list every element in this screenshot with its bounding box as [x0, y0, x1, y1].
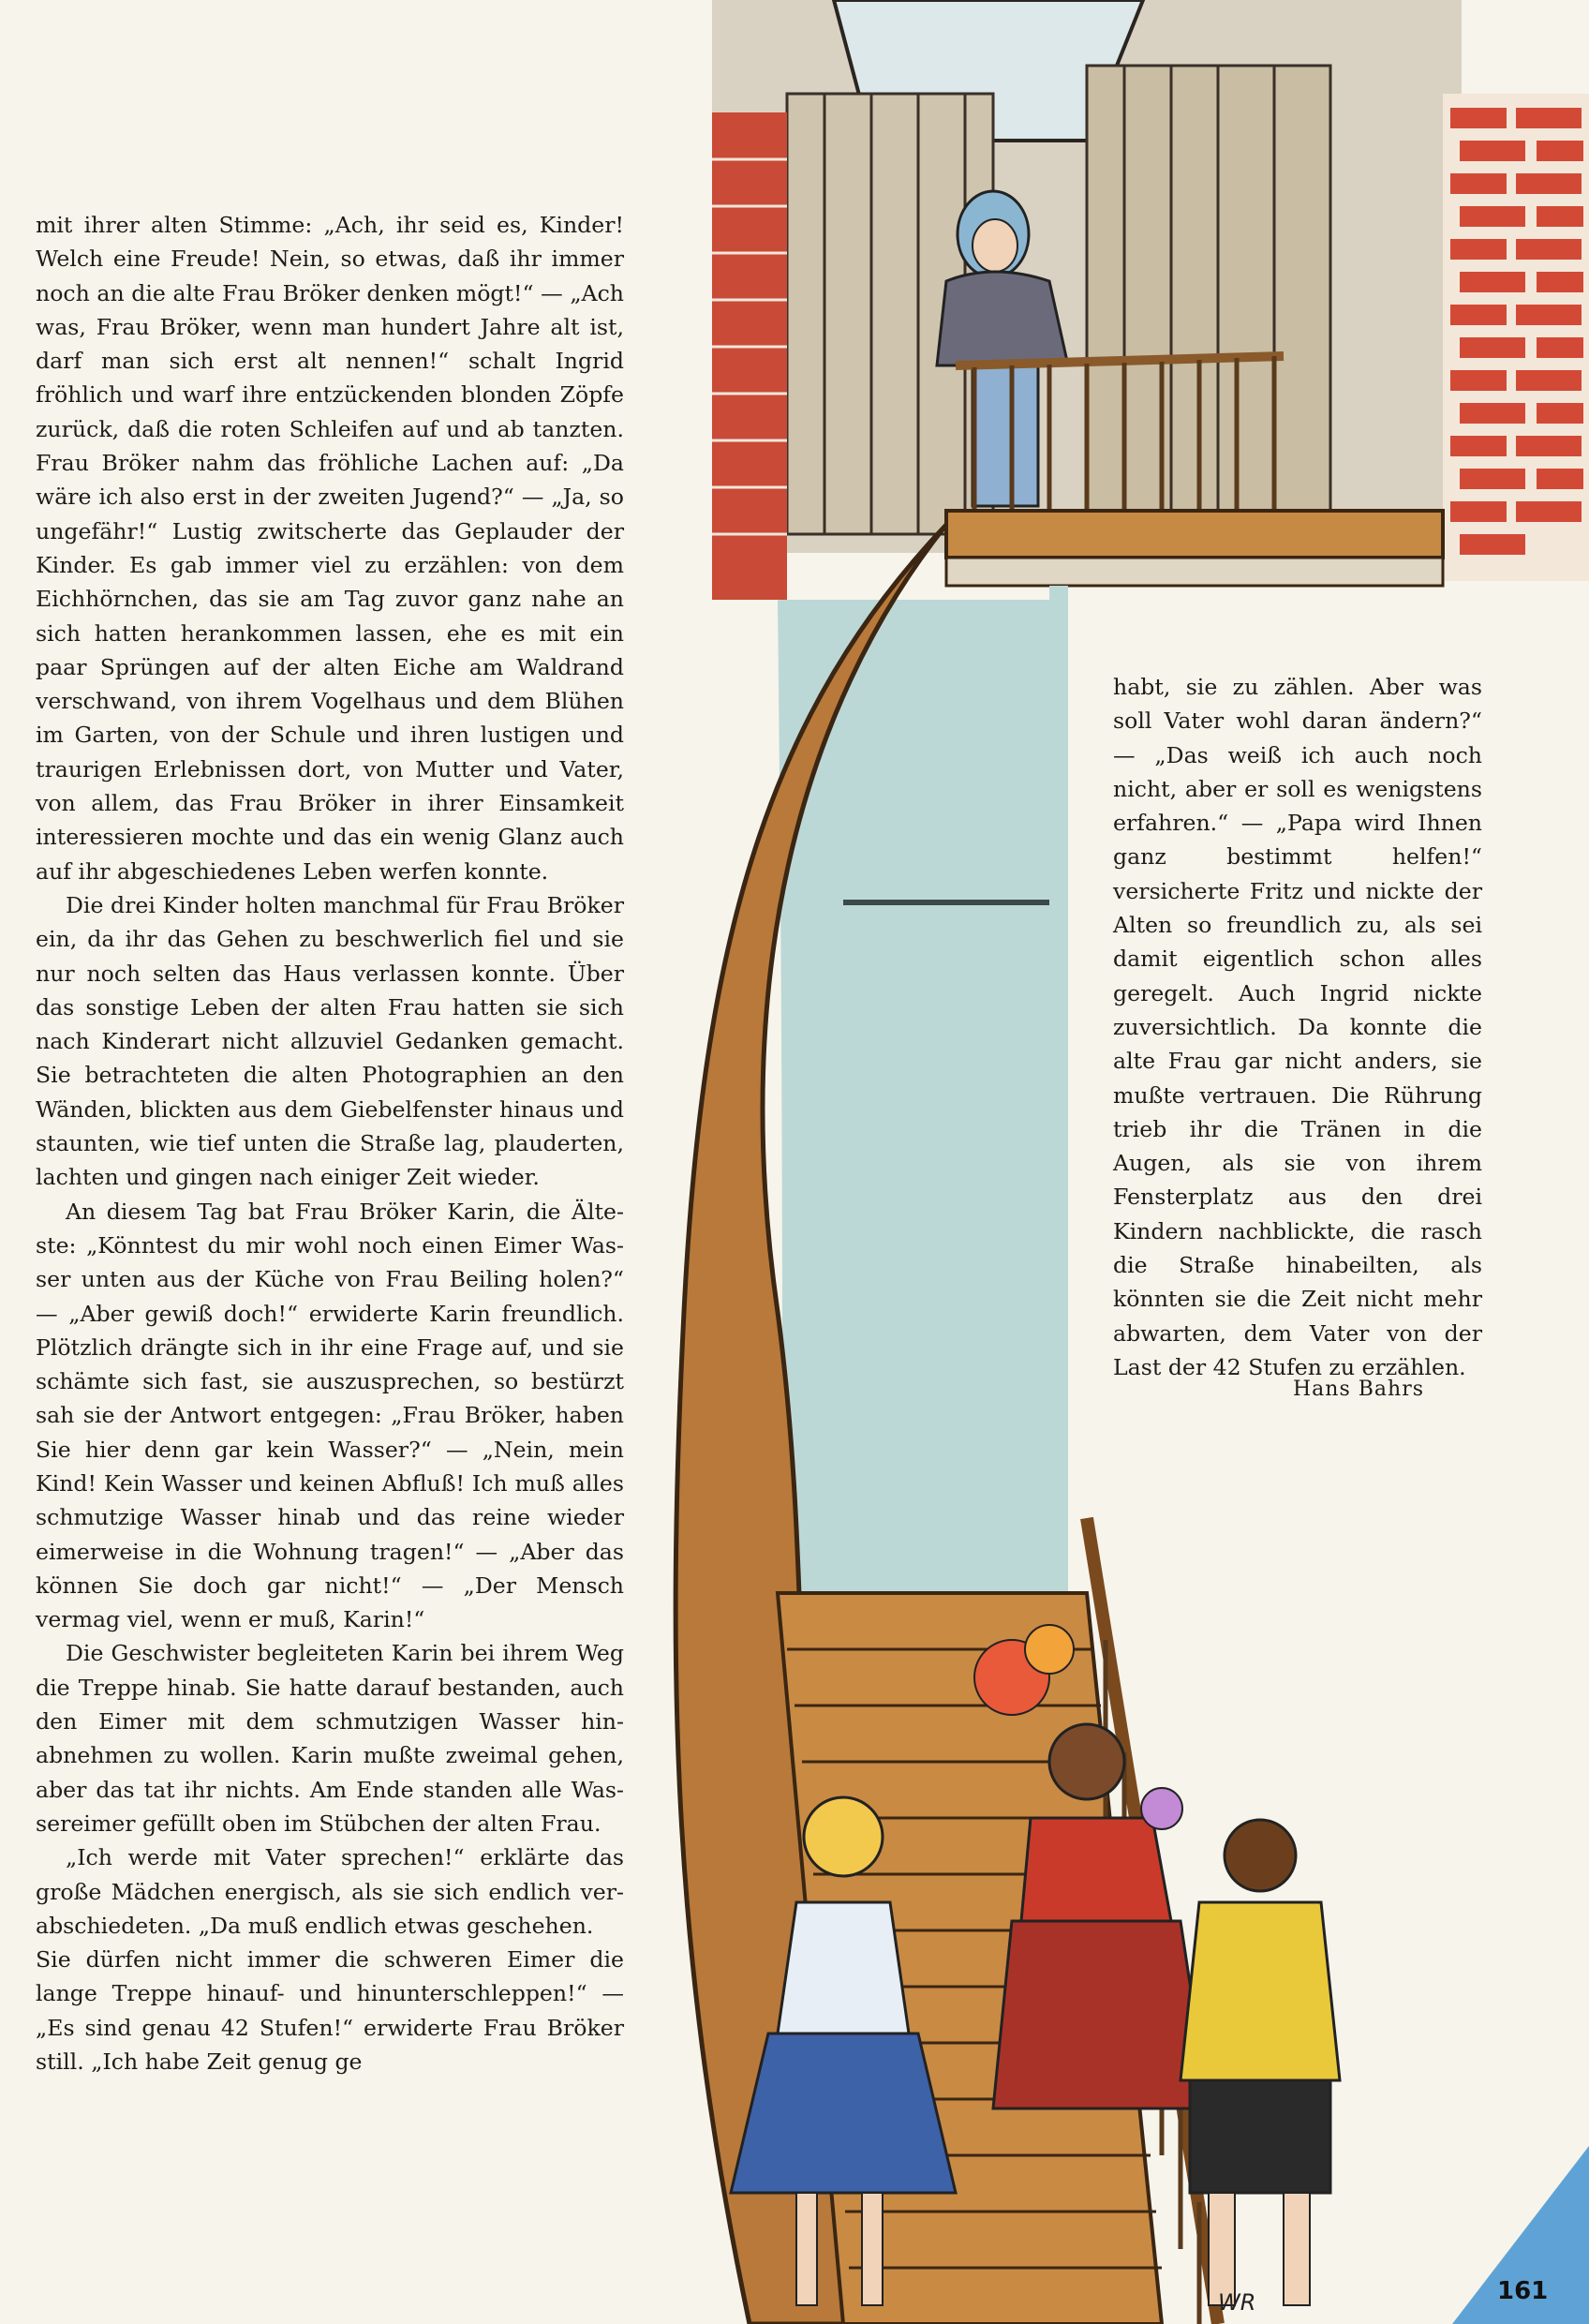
right-text-column	[1113, 670, 1482, 1384]
paragraph-3: An diesem Tag bat Frau Bröker Karin, die Älteste: „Könntest du mir wohl noch einen Eimer Wasser unten aus der Küche von Frau Beiling holen?“ — „Aber gewiß doch!“ erwiderte Karin freundlich. Plötzlich drängte sich in ihr eine Frage auf, und sie schämte sich fast, sie auszusprechen, so bestürzt sah sie der Antwort entgegen: „Frau Bröker, haben Sie hier denn gar kein Wasser?“ — „Nein, mein Kind! Kein Wasser und keinen Abfluß! Ich muß alles schmutzige Wasser hinab und das reine wieder eimerweise in die Wohnung tragen!“ — „Aber das können Sie doch gar nicht!“ — „Der Mensch vermag viel, wenn er muß, Karin!“	[36, 1198, 624, 1633]
landing-floor	[946, 511, 1443, 558]
landing-underside	[946, 558, 1443, 586]
author-name: Hans Bahrs	[1293, 1378, 1425, 1401]
illustrator-signature: WR	[1218, 2289, 1256, 2316]
wall-panel	[843, 900, 1049, 905]
page-number: 161	[1497, 2277, 1549, 2305]
paragraph-4: Die Geschwister begleiteten Karin bei ihrem Weg die Treppe hinab. Sie hatte darauf bestanden, auch den Eimer mit dem schmutzigen Wasser hinabnehmen zu wollen. Karin mußte zweimal gehen, aber das tat ihr nichts. Am Ende standen alle Wassereimer gefüllt oben im Stübchen der alten Frau.	[36, 1640, 624, 1837]
paragraph-5-continued: Sie dürfen nicht immer die schweren Eimer die lange Treppe hinauf- und hinunterschleppen!“ — „Es sind genau 42 Stufen!“ erwiderte Frau Bröker still. „Ich habe Zeit genug ge	[36, 1946, 624, 2076]
left-text-column	[36, 208, 624, 2078]
paragraph-continuation: habt, sie zu zählen. Aber was soll Vater wohl daran ändern?“ — „Das weiß ich auch noch nicht, aber er soll es wenigstens erfahren.“ — „Papa wird Ihnen ganz bestimmt helfen!“ versicherte Fritz und nickte der Alten so freundlich zu, als sei damit eigentlich schon alles geregelt. Auch Ingrid nickte zuversichtlich. Da konnte die alte Frau gar nicht anders, sie mußte vertrauen. Die Rührung trieb ihr die Tränen in die Augen, als sie von ihrem Fensterplatz aus den drei Kindern nachblickte, die rasch die Straße hinabeilten, als könnten sie die Zeit nicht mehr abwarten, dem Vater von der Last der 42 Stufen zu erzählen.	[1113, 674, 1482, 1380]
paragraph-5: „Ich werde mit Vater sprechen!“ erklärte das große Mädchen energisch, als sie sich endlich verabschiedeten. „Da muß endlich etwas geschehen.	[36, 1844, 624, 1939]
paragraph-2: Die drei Kinder holten manchmal für Frau Bröker ein, da ihr das Gehen zu beschwerlich fiel und sie nur noch selten das Haus verlassen konnte. Über das sonstige Leben der alten Frau hatten sie sich nach Kinderart nicht allzuviel Gedanken gemacht. Sie betrachteten die alten Photographien an den Wänden, blickten aus dem Giebelfenster hinaus und staunten, wie tief unten die Straße lag, plauderten, lachten und gingen nach einiger Zeit wieder.	[36, 891, 624, 1191]
brick-wall-left	[712, 112, 787, 600]
paragraph-1: mit ihrer alten Stimme: „Ach, ihr seid es, Kinder! Welch eine Freude! Nein, so etwas, daß ihr immer noch an die alte Frau Bröker denken mögt!“ — „Ach was, Frau Bröker, wenn man hundert Jahre alt ist, darf man sich erst alt nennen!“ schalt Ingrid fröhlich und warf ihre entzückenden blonden Zöpfe zurück, daß die roten Schleifen auf und ab tanzten. Frau Bröker nahm das fröhliche Lachen auf: „Da wäre ich also erst in der zweiten Jugend?“ — „Ja, so ungefähr!“ Lustig zwitscherte das Geplauder der Kinder. Es gab immer viel zu erzählen: von dem Eichhörnchen, das sie am Tag zuvor ganz nahe an sich hatten herankommen lassen, ehe es mit ein paar Sprüngen auf der alten Eiche am Waldrand verschwand, von ihrem Vogelhaus und dem Blühen im Garten, von der Schule und ihren lustigen und traurigen Erlebnissen dort, von Mutter und Vater, von allem, das Frau Bröker in ihrer Einsamkeit interessieren mochte und das ein wenig Glanz auch auf ihr abgeschiedenes Leben werfen konnte.	[36, 212, 624, 885]
